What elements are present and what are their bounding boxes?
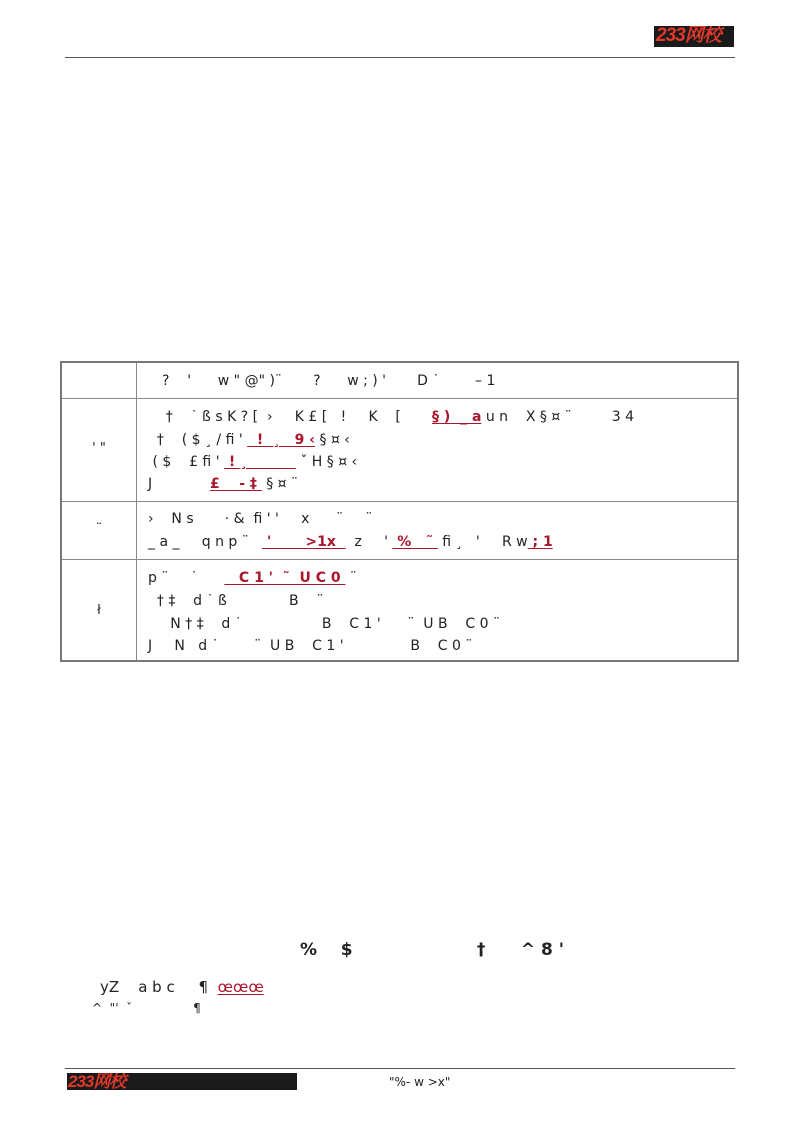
table-row-text: J N d ˙ ¨ U B C 1 ' B C 0 ¨: [148, 638, 473, 654]
content-table: [60, 361, 739, 662]
table-column-divider: [136, 363, 137, 660]
table-row-text: _ a _ q n p ¨ ' >1x z ' % ˜ fi ¸ ' R w ; 1: [148, 534, 553, 550]
table-row-text: ( $ £ fi ' ! ¸ ˇ H § ¤ ‹: [148, 454, 358, 470]
highlight-text: ' >1x: [262, 534, 346, 550]
highlight-text: ! ¸ 9 ‹: [247, 432, 316, 448]
table-row-divider: [62, 398, 737, 399]
highlight-text: ; 1: [527, 534, 553, 550]
header-logo: 233网校: [654, 26, 734, 47]
footer-divider: [65, 1068, 735, 1069]
table-row-text: † ( $ ¸ / fi ' ! ¸ 9 ‹ § ¤ ‹: [148, 432, 350, 448]
section-line: ^ "' ˇ ¶: [92, 1001, 201, 1015]
row-label: ' ": [92, 441, 106, 456]
table-row-text: p ¨ ˙ C 1 ' ˜ U C 0 ¨: [148, 570, 357, 586]
highlight-text: £ - ‡: [209, 476, 262, 492]
row-label: ¨: [95, 522, 103, 537]
highlight-text: ! ¸: [224, 454, 296, 470]
header-divider: [65, 57, 735, 58]
table-row-text: › N s · & fi ' ' x ¨ ¨: [148, 511, 373, 527]
footer-logo: 233网校: [67, 1073, 297, 1090]
highlight-text: C 1 ' ˜ U C 0: [224, 570, 346, 586]
table-row-text: † ˙ ß s K ? [ › K £ [ ! K [ § ) _ a u n X § ¤ ¨ 3 4: [148, 409, 635, 425]
table-row-text: N † ‡ d ˙ B C 1 ' ¨ U B C 0 ¨: [148, 616, 500, 632]
section-link[interactable]: œœœ: [217, 978, 264, 996]
section-heading: % $ † ^ 8 ': [300, 940, 564, 960]
highlight-text: % ˜: [392, 534, 438, 550]
highlight-text: § ) _ a: [432, 409, 482, 425]
section-line: yZ a b c ¶ œœœ: [100, 978, 264, 996]
table-row-divider: [62, 559, 737, 560]
table-row-text: † ‡ d ˙ ß B ¨: [148, 593, 324, 609]
table-row-text: ? ' w " @" )¨ ? w ; ) ' D ˙ – 1: [162, 373, 496, 389]
table-row-text: J £ - ‡ § ¤ ¨: [148, 476, 299, 492]
row-label: ł: [97, 603, 101, 618]
table-row-divider: [62, 501, 737, 502]
footer-page-text: "%- w >x": [389, 1075, 451, 1089]
